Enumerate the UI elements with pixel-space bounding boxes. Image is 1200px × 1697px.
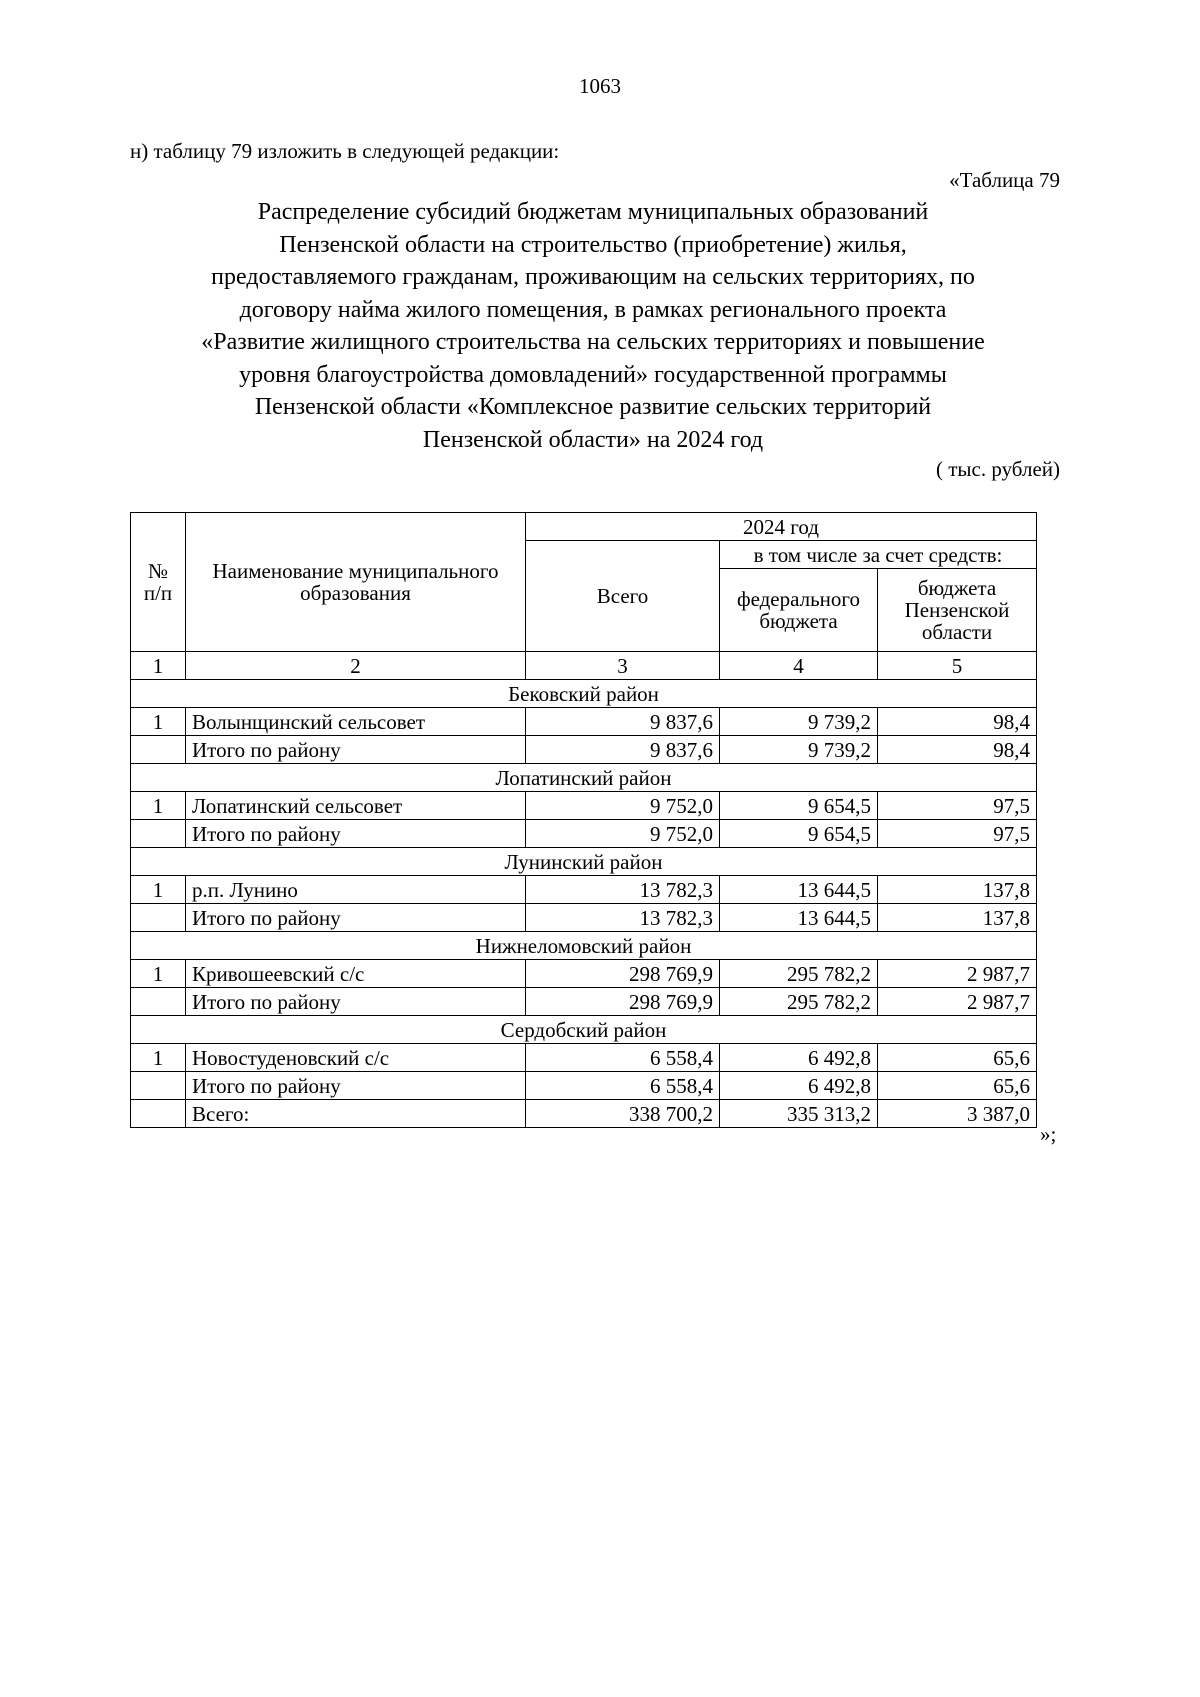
table-row bbox=[131, 708, 1037, 736]
cell-federal: 13 644,5 bbox=[720, 904, 878, 932]
region-name: Нижнеломовский район bbox=[131, 932, 1037, 960]
header-regional: бюджета Пензенской области bbox=[878, 569, 1037, 652]
title-line: «Развитие жилищного строительства на сельских территориях и повышение bbox=[201, 329, 985, 355]
cell-num: 1 bbox=[131, 708, 186, 736]
cell-regional: 97,5 bbox=[878, 820, 1037, 848]
region-row bbox=[131, 848, 1037, 876]
column-number: 2 bbox=[186, 652, 526, 680]
cell-total: 9 752,0 bbox=[526, 792, 720, 820]
table-row bbox=[131, 1044, 1037, 1072]
column-number: 1 bbox=[131, 652, 186, 680]
title-line: предоставляемого гражданам, проживающим на сельских территориях, по bbox=[211, 264, 975, 290]
cell-federal: 9 739,2 bbox=[720, 736, 878, 764]
table-row-subtotal bbox=[131, 988, 1037, 1016]
cell-total: 13 782,3 bbox=[526, 876, 720, 904]
table-row-grand-total bbox=[131, 1100, 1037, 1128]
units-label: ( тыс. рублей) bbox=[936, 457, 1060, 481]
cell-total: 9 837,6 bbox=[526, 736, 720, 764]
cell-regional: 137,8 bbox=[878, 904, 1037, 932]
table-row bbox=[131, 960, 1037, 988]
document-title bbox=[120, 196, 1066, 456]
title-line: уровня благоустройства домовладений» государственной программы bbox=[239, 361, 947, 388]
table-row bbox=[131, 792, 1037, 820]
column-number: 3 bbox=[526, 652, 720, 680]
cell-regional: 2 987,7 bbox=[878, 960, 1037, 988]
region-row bbox=[131, 680, 1037, 708]
cell-name: Итого по району bbox=[186, 820, 526, 848]
header-name: Наименование муниципального образования bbox=[186, 513, 526, 652]
table-row-subtotal bbox=[131, 736, 1037, 764]
cell-total: 6 558,4 bbox=[526, 1044, 720, 1072]
cell-regional: 65,6 bbox=[878, 1044, 1037, 1072]
title-line: Пензенской области» на 2024 год bbox=[422, 426, 764, 453]
cell-num bbox=[131, 1100, 186, 1128]
header-total: Всего bbox=[526, 541, 720, 652]
cell-federal: 9 654,5 bbox=[720, 792, 878, 820]
cell-name: Итого по району bbox=[186, 988, 526, 1016]
header-year: 2024 год bbox=[526, 513, 1037, 541]
cell-regional: 3 387,0 bbox=[878, 1100, 1037, 1128]
cell-num: 1 bbox=[131, 1044, 186, 1072]
cell-num: 1 bbox=[131, 792, 186, 820]
cell-name: Новостуденовский с/с bbox=[186, 1044, 526, 1072]
cell-federal: 6 492,8 bbox=[720, 1072, 878, 1100]
region-row bbox=[131, 1016, 1037, 1044]
cell-federal: 9 739,2 bbox=[720, 708, 878, 736]
subsidy-table-wrapper bbox=[130, 512, 1036, 1128]
cell-total: 9 837,6 bbox=[526, 708, 720, 736]
cell-total: 9 752,0 bbox=[526, 820, 720, 848]
cell-name: Всего: bbox=[186, 1100, 526, 1128]
column-number: 4 bbox=[720, 652, 878, 680]
title-line: Пензенской области на строительство (приобретение) жилья, bbox=[279, 231, 907, 258]
cell-num bbox=[131, 988, 186, 1016]
title-line: Распределение субсидий бюджетам муниципальных образований bbox=[257, 199, 929, 225]
table-label: «Таблица 79 bbox=[949, 168, 1060, 192]
cell-regional: 137,8 bbox=[878, 876, 1037, 904]
cell-federal: 335 313,2 bbox=[720, 1100, 878, 1128]
cell-name: Итого по району bbox=[186, 1072, 526, 1100]
cell-federal: 295 782,2 bbox=[720, 988, 878, 1016]
title-line: Пензенской области «Комплексное развитие сельских территорий bbox=[254, 394, 932, 420]
cell-federal: 295 782,2 bbox=[720, 960, 878, 988]
table-row-subtotal bbox=[131, 1072, 1037, 1100]
cell-regional: 97,5 bbox=[878, 792, 1037, 820]
cell-num bbox=[131, 820, 186, 848]
cell-name: Кривошеевский с/с bbox=[186, 960, 526, 988]
cell-num: 1 bbox=[131, 876, 186, 904]
region-row bbox=[131, 932, 1037, 960]
page-number: 1063 bbox=[579, 74, 621, 98]
cell-federal: 6 492,8 bbox=[720, 1044, 878, 1072]
cell-federal: 13 644,5 bbox=[720, 876, 878, 904]
cell-name: Итого по району bbox=[186, 904, 526, 932]
header-including: в том числе за счет средств: bbox=[720, 541, 1037, 569]
cell-total: 298 769,9 bbox=[526, 960, 720, 988]
cell-total: 13 782,3 bbox=[526, 904, 720, 932]
cell-num: 1 bbox=[131, 960, 186, 988]
intro-text: н) таблицу 79 изложить в следующей редакции: bbox=[130, 139, 560, 163]
closing-quote: »; bbox=[1040, 1122, 1057, 1146]
region-name: Лунинский район bbox=[131, 848, 1037, 876]
cell-total: 298 769,9 bbox=[526, 988, 720, 1016]
subsidy-table bbox=[130, 512, 1037, 1128]
cell-name: Волынщинский сельсовет bbox=[186, 708, 526, 736]
cell-name: р.п. Лунино bbox=[186, 876, 526, 904]
region-name: Бековский район bbox=[131, 680, 1037, 708]
cell-total: 338 700,2 bbox=[526, 1100, 720, 1128]
cell-num bbox=[131, 904, 186, 932]
cell-name: Лопатинский сельсовет bbox=[186, 792, 526, 820]
cell-regional: 98,4 bbox=[878, 708, 1037, 736]
cell-num bbox=[131, 736, 186, 764]
cell-num bbox=[131, 1072, 186, 1100]
column-number: 5 bbox=[878, 652, 1037, 680]
region-name: Лопатинский район bbox=[131, 764, 1037, 792]
table-row-subtotal bbox=[131, 820, 1037, 848]
region-name: Сердобский район bbox=[131, 1016, 1037, 1044]
cell-federal: 9 654,5 bbox=[720, 820, 878, 848]
table-row bbox=[131, 876, 1037, 904]
region-row bbox=[131, 764, 1037, 792]
cell-name: Итого по району bbox=[186, 736, 526, 764]
cell-regional: 2 987,7 bbox=[878, 988, 1037, 1016]
header-num: № п/п bbox=[131, 513, 186, 652]
cell-regional: 98,4 bbox=[878, 736, 1037, 764]
header-federal: федерального бюджета bbox=[720, 569, 878, 652]
cell-total: 6 558,4 bbox=[526, 1072, 720, 1100]
table-row-subtotal bbox=[131, 904, 1037, 932]
cell-regional: 65,6 bbox=[878, 1072, 1037, 1100]
title-line: договору найма жилого помещения, в рамках регионального проекта bbox=[239, 296, 947, 323]
